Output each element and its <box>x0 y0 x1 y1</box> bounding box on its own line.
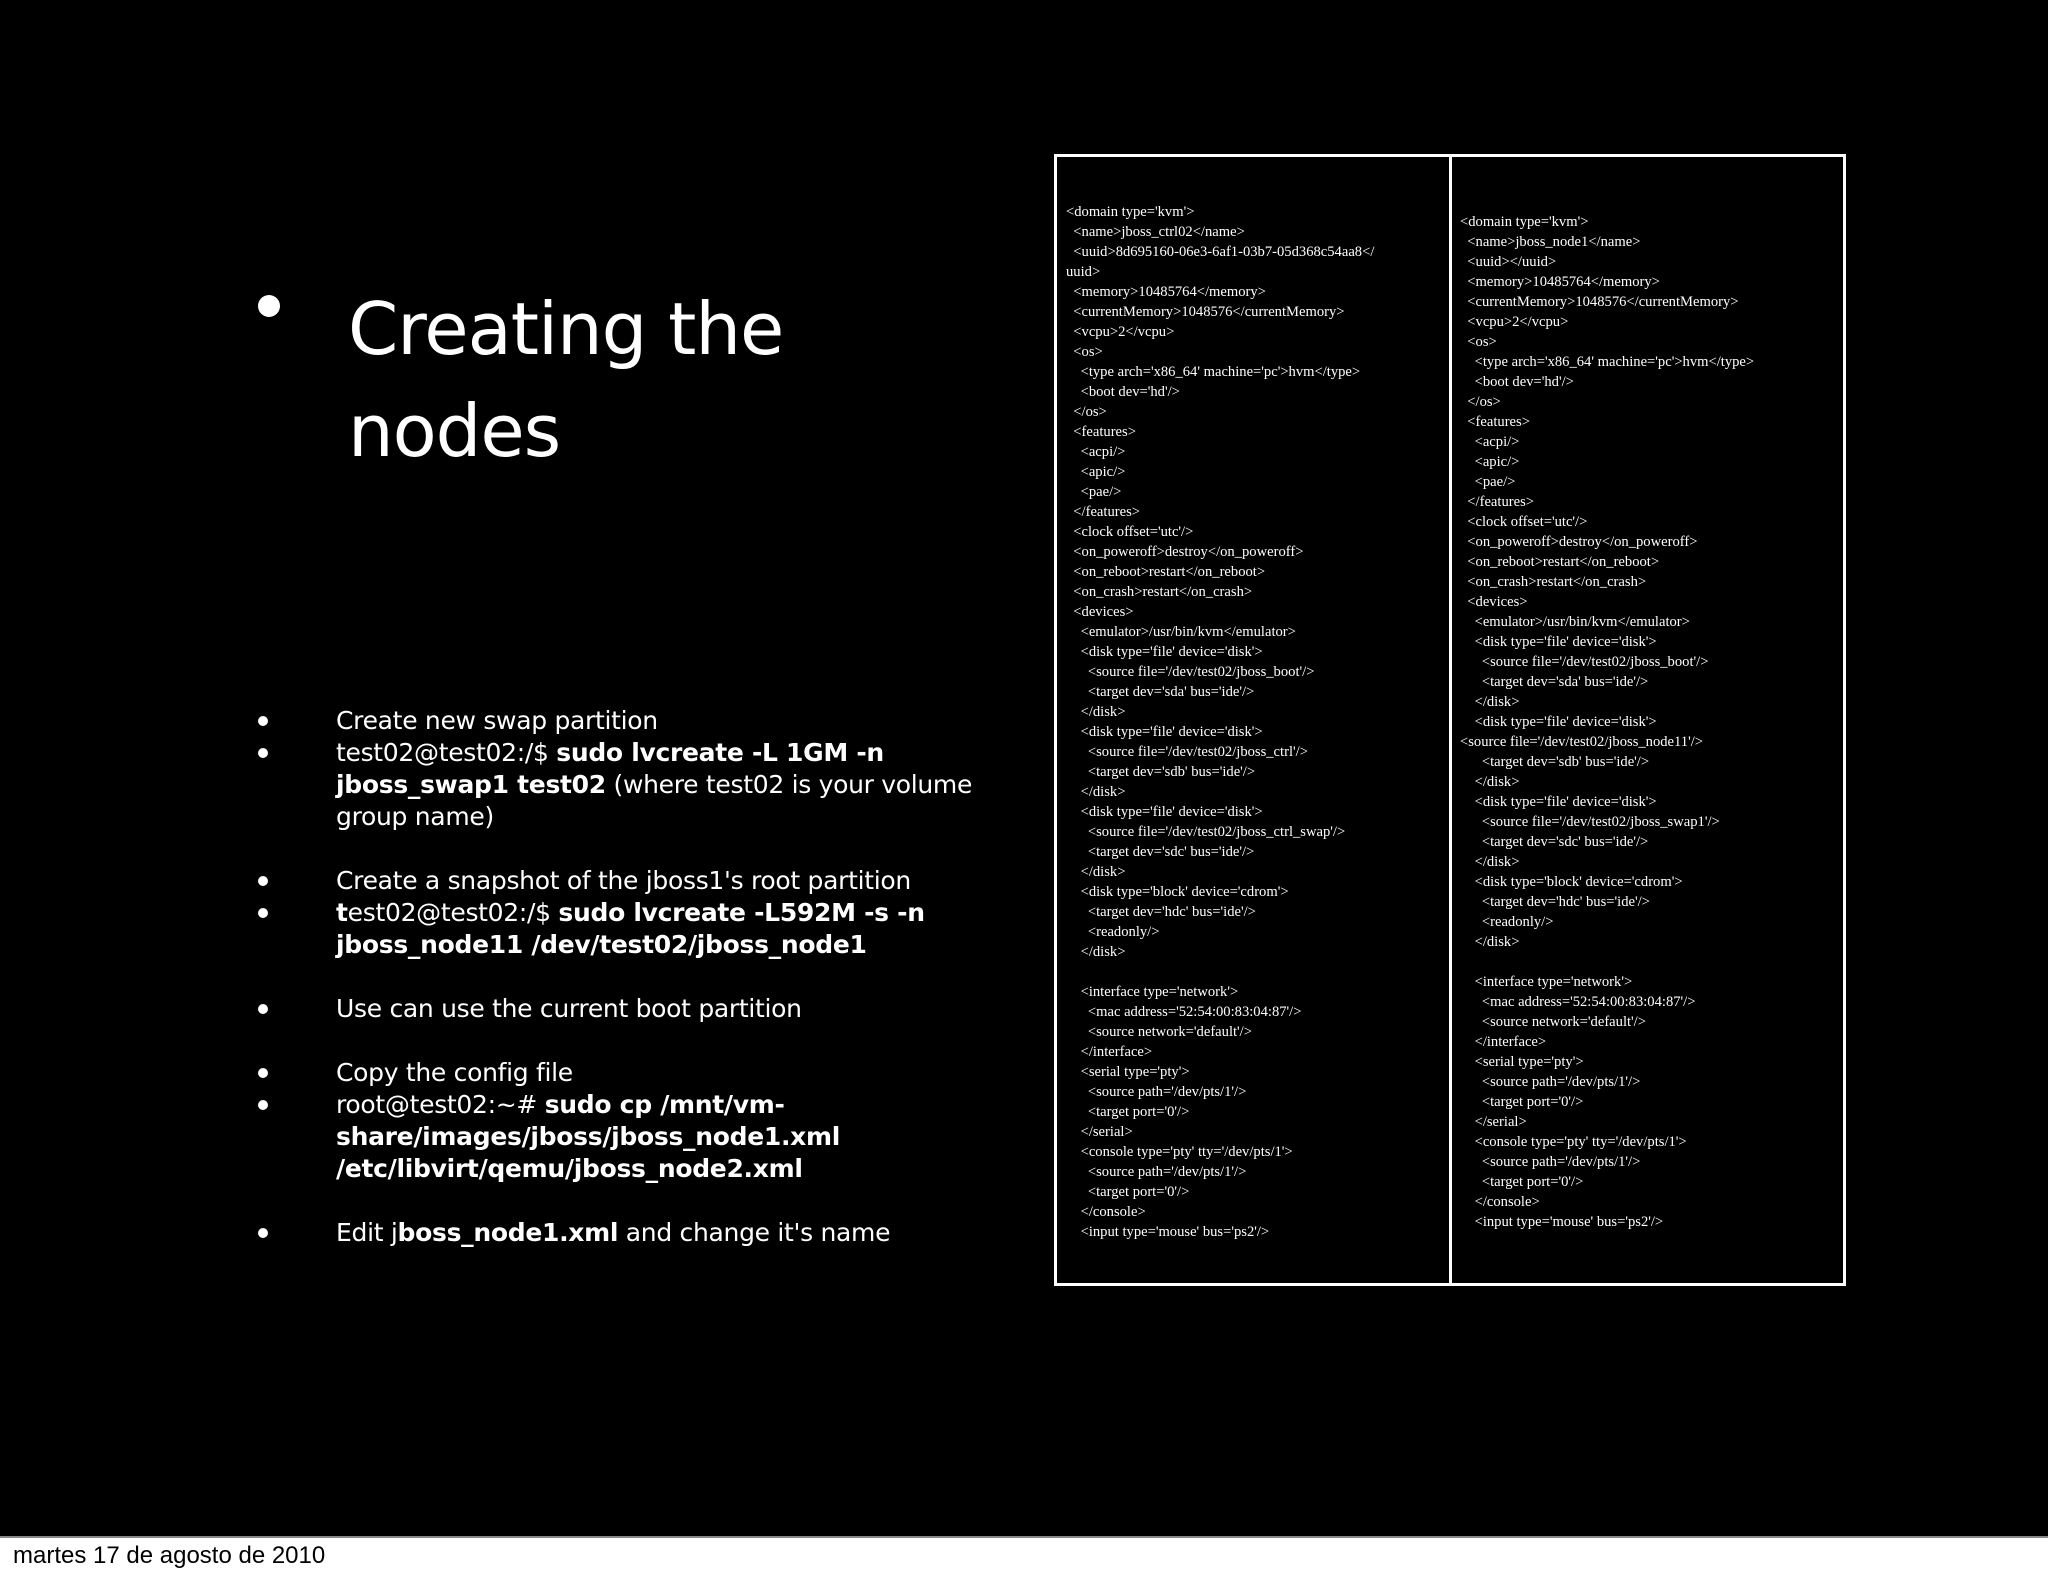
bullet-text: (where test02 is your volume group name) <box>336 770 973 831</box>
code-line: <disk type='block' device='cdrom'> <box>1066 884 1289 900</box>
bullet-bold-text: boss_node1.xml <box>397 1218 619 1247</box>
code-line: <features> <box>1460 414 1530 430</box>
code-line: <on_poweroff>destroy</on_poweroff> <box>1066 544 1304 560</box>
code-line: <disk type='file' device='disk'> <box>1460 714 1657 730</box>
code-line: <target dev='sdc' bus='ide'/> <box>1460 834 1649 850</box>
code-line: </disk> <box>1460 774 1520 790</box>
code-line: <target port='0'/> <box>1066 1104 1190 1120</box>
code-line: <target dev='hdc' bus='ide'/> <box>1066 904 1256 920</box>
code-line: <clock offset='utc'/> <box>1066 524 1194 540</box>
code-line: <apic/> <box>1460 454 1520 470</box>
code-line: <source path='/dev/pts/1'/> <box>1066 1084 1247 1100</box>
code-line: <interface type='network'> <box>1066 984 1239 1000</box>
code-line: <target dev='sda' bus='ide'/> <box>1066 684 1255 700</box>
code-line: <input type='mouse' bus='ps2'/> <box>1460 1214 1664 1230</box>
code-line: <on_reboot>restart</on_reboot> <box>1066 564 1266 580</box>
code-line: </disk> <box>1066 704 1126 720</box>
bullet-item <box>256 993 996 1025</box>
bullet-item <box>256 705 996 737</box>
code-line: <features> <box>1066 424 1136 440</box>
bullet-bold-text: t <box>336 898 348 927</box>
code-line: <type arch='x86_64' machine='pc'>hvm</type> <box>1460 354 1755 370</box>
code-line: <emulator>/usr/bin/kvm</emulator> <box>1066 624 1296 640</box>
code-line: <target dev='sdb' bus='ide'/> <box>1066 764 1256 780</box>
code-line: <disk type='file' device='disk'> <box>1066 724 1263 740</box>
bullet-bold-text: sudo cp /mnt/vm-share/images/jboss/jboss_node1.xml /etc/libvirt/qemu/jboss_node2.xml <box>336 1090 841 1183</box>
code-line: <source file='/dev/test02/jboss_ctrl'/> <box>1066 744 1308 760</box>
bullet-item <box>256 737 996 833</box>
code-line: </os> <box>1066 404 1107 420</box>
code-line: </serial> <box>1460 1114 1527 1130</box>
code-line: <acpi/> <box>1066 444 1126 460</box>
code-line: <source path='/dev/pts/1'/> <box>1460 1154 1641 1170</box>
code-line: <interface type='network'> <box>1460 974 1633 990</box>
slide-title: Creating the nodes <box>348 287 784 473</box>
code-line: <devices> <box>1066 604 1134 620</box>
code-line: <os> <box>1066 344 1103 360</box>
bullet-text: Use can use the current boot partition <box>336 994 802 1023</box>
bullet-dot-icon <box>258 1100 268 1110</box>
code-line: <uuid>8d695160-06e3-6af1-03b7-05d368c54aa8</ <box>1066 244 1375 260</box>
code-line: </disk> <box>1460 854 1520 870</box>
code-line: <os> <box>1460 334 1497 350</box>
bullet-item <box>256 897 996 961</box>
code-line: </disk> <box>1066 784 1126 800</box>
bullet-dot-icon <box>258 876 268 886</box>
code-line: <input type='mouse' bus='ps2'/> <box>1066 1224 1270 1240</box>
bullet-text: est02@test02:/$ <box>347 898 559 927</box>
title-bullet-icon <box>258 295 280 317</box>
code-line: <console type='pty' tty='/dev/pts/1'> <box>1066 1144 1293 1160</box>
code-line: </disk> <box>1066 864 1126 880</box>
code-line: <on_crash>restart</on_crash> <box>1460 574 1647 590</box>
bullet-text: Create new swap partition <box>336 706 658 735</box>
footer-date: martes 17 de agosto de 2010 <box>13 1542 326 1569</box>
bullet-item <box>256 1217 996 1249</box>
bullet-text: Edit j <box>336 1218 398 1247</box>
code-left-xml <box>1066 202 1441 1242</box>
code-line: </features> <box>1460 494 1534 510</box>
code-line: <pae/> <box>1460 474 1516 490</box>
bullet-item <box>256 1089 996 1185</box>
code-line: </console> <box>1460 1194 1540 1210</box>
code-line: <source file='/dev/test02/jboss_boot'/> <box>1460 654 1709 670</box>
code-line: <source path='/dev/pts/1'/> <box>1460 1074 1641 1090</box>
code-line: <emulator>/usr/bin/kvm</emulator> <box>1460 614 1690 630</box>
code-line: <boot dev='hd'/> <box>1066 384 1180 400</box>
code-line: <devices> <box>1460 594 1528 610</box>
code-line: <serial type='pty'> <box>1460 1054 1584 1070</box>
bullet-dot-icon <box>258 1004 268 1014</box>
code-line: <readonly/> <box>1460 914 1554 930</box>
bullet-text: Copy the config file <box>336 1058 573 1087</box>
code-line: <target dev='hdc' bus='ide'/> <box>1460 894 1650 910</box>
code-line: <target dev='sdb' bus='ide'/> <box>1460 754 1650 770</box>
code-line: <domain type='kvm'> <box>1066 204 1195 220</box>
bullet-text: root@test02:~# <box>336 1090 545 1119</box>
bullet-bold-text: sudo lvcreate -L 1GM -n jboss_swap1 test02 <box>336 738 884 799</box>
code-line: <target dev='sdc' bus='ide'/> <box>1066 844 1255 860</box>
code-line: <boot dev='hd'/> <box>1460 374 1574 390</box>
code-line: <source network='default'/> <box>1460 1014 1646 1030</box>
code-line: <source file='/dev/test02/jboss_ctrl_swap'/> <box>1066 824 1346 840</box>
code-line: <acpi/> <box>1460 434 1520 450</box>
code-line: <currentMemory>1048576</currentMemory> <box>1460 294 1739 310</box>
code-line: <currentMemory>1048576</currentMemory> <box>1066 304 1345 320</box>
bullet-dot-icon <box>258 1228 268 1238</box>
code-line: <source file='/dev/test02/jboss_swap1'/> <box>1460 814 1720 830</box>
code-line: <on_reboot>restart</on_reboot> <box>1460 554 1660 570</box>
code-panel-divider <box>1449 154 1452 1286</box>
code-line: </interface> <box>1066 1044 1153 1060</box>
code-line: <disk type='block' device='cdrom'> <box>1460 874 1683 890</box>
code-line: <disk type='file' device='disk'> <box>1066 804 1263 820</box>
bullet-bold-text: sudo lvcreate -L592M -s -n jboss_node11 /dev/test02/jboss_node1 <box>336 898 925 959</box>
code-line: <memory>10485764</memory> <box>1460 274 1660 290</box>
code-line: <readonly/> <box>1066 924 1160 940</box>
code-line: <target port='0'/> <box>1066 1184 1190 1200</box>
code-line: <source file='/dev/test02/jboss_node11'/> <box>1460 734 1704 750</box>
code-line: <target port='0'/> <box>1460 1094 1584 1110</box>
code-line: <source file='/dev/test02/jboss_boot'/> <box>1066 664 1315 680</box>
code-line: </interface> <box>1460 1034 1547 1050</box>
bullet-item <box>256 865 996 897</box>
code-line: </disk> <box>1460 934 1520 950</box>
code-line: </console> <box>1066 1204 1146 1220</box>
code-line: </disk> <box>1066 944 1126 960</box>
code-line: <memory>10485764</memory> <box>1066 284 1266 300</box>
code-line: <target dev='sda' bus='ide'/> <box>1460 674 1649 690</box>
bullet-item <box>256 1057 996 1089</box>
code-line: <pae/> <box>1066 484 1122 500</box>
code-line: <target port='0'/> <box>1460 1174 1584 1190</box>
code-line: <apic/> <box>1066 464 1126 480</box>
code-line: <vcpu>2</vcpu> <box>1460 314 1569 330</box>
code-line: </os> <box>1460 394 1501 410</box>
code-line: <serial type='pty'> <box>1066 1064 1190 1080</box>
code-line: <console type='pty' tty='/dev/pts/1'> <box>1460 1134 1687 1150</box>
code-line: </serial> <box>1066 1124 1133 1140</box>
bullet-text: Create a snapshot of the jboss1's root partition <box>336 866 911 895</box>
code-line: <on_crash>restart</on_crash> <box>1066 584 1253 600</box>
code-line: <disk type='file' device='disk'> <box>1460 634 1657 650</box>
bullet-text: test02@test02:/$ <box>336 738 557 767</box>
code-line: <source path='/dev/pts/1'/> <box>1066 1164 1247 1180</box>
bullet-dot-icon <box>258 908 268 918</box>
code-line: <name>jboss_node1</name> <box>1460 234 1641 250</box>
code-line: <clock offset='utc'/> <box>1460 514 1588 530</box>
bullet-dot-icon <box>258 1068 268 1078</box>
bullet-list <box>256 705 996 1249</box>
bullet-dot-icon <box>258 716 268 726</box>
code-line: <mac address='52:54:00:83:04:87'/> <box>1460 994 1696 1010</box>
code-line: <disk type='file' device='disk'> <box>1460 794 1657 810</box>
bullet-text: and change it's name <box>618 1218 891 1247</box>
code-line: uuid> <box>1066 264 1101 280</box>
bullet-dot-icon <box>258 748 268 758</box>
code-line: </disk> <box>1460 694 1520 710</box>
code-line: <disk type='file' device='disk'> <box>1066 644 1263 660</box>
code-line: <source network='default'/> <box>1066 1024 1252 1040</box>
code-right-xml <box>1460 212 1840 1232</box>
code-line: <vcpu>2</vcpu> <box>1066 324 1175 340</box>
code-line: <domain type='kvm'> <box>1460 214 1589 230</box>
code-line: </features> <box>1066 504 1140 520</box>
code-line: <name>jboss_ctrl02</name> <box>1066 224 1245 240</box>
code-line: <mac address='52:54:00:83:04:87'/> <box>1066 1004 1302 1020</box>
code-line: <type arch='x86_64' machine='pc'>hvm</type> <box>1066 364 1361 380</box>
code-line: <uuid></uuid> <box>1460 254 1557 270</box>
code-line: <on_poweroff>destroy</on_poweroff> <box>1460 534 1698 550</box>
